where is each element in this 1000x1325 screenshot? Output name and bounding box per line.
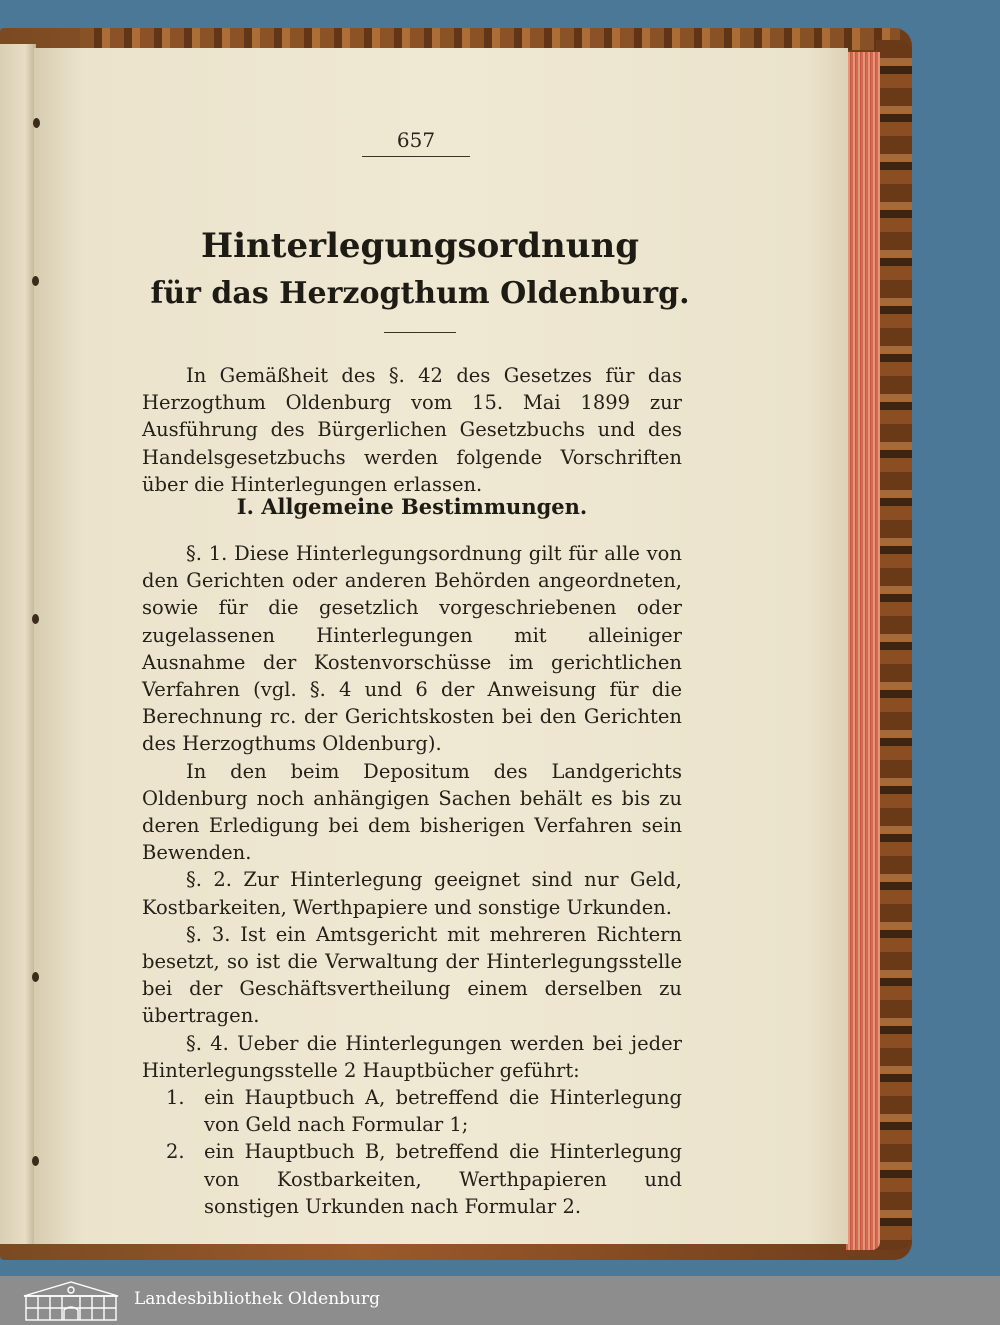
cover-marbled-edge-right <box>876 40 912 1250</box>
paragraph: §. 1. Diese Hinterlegungsordnung gilt für alle von den Gerichten oder anderen Behörden angeordneten, sowie für die gesetzlich vorgeschriebenen oder zugelassenen Hinterlegungen mit alleiniger Ausnahme der Kostenvorschüsse im gerichtlichen Verfahren (vgl. §. 4 und 6 der Anweisung für die Berechnung rc. der Gerichtskosten bei den Gerichten des Herzogthums Oldenburg). <box>142 542 682 756</box>
body-text <box>142 540 682 1220</box>
page-number-rule <box>362 156 470 157</box>
paragraph: §. 4. Ueber die Hinterlegungen werden bei jeder Hinterlegungsstelle 2 Hauptbücher geführt: <box>142 1031 682 1082</box>
footer-library-name: Landesbibliothek Oldenburg <box>134 1289 381 1309</box>
title-rule <box>384 332 456 333</box>
intro-paragraph <box>142 362 682 498</box>
left-page-sliver <box>0 44 36 1244</box>
section-heading: I. Allgemeine Bestimmungen. <box>236 494 588 519</box>
binding-hole <box>33 118 40 128</box>
list-item <box>142 1084 682 1138</box>
list-item-text: ein Hauptbuch A, betreffend die Hinterlegung von Geld nach Formular 1; <box>204 1086 682 1137</box>
binding-hole <box>32 972 39 982</box>
paragraph: In den beim Depositum des Landgerichts Oldenburg noch anhängigen Sachen behält es bis zu deren Erledigung bei dem bisherigen Verfahren sein Bewenden. <box>142 759 682 865</box>
binding-hole <box>32 1156 39 1166</box>
cover-marbled-edge-top <box>80 28 900 50</box>
footer-bar <box>0 1276 1000 1325</box>
list-item-text: ein Hauptbuch B, betreffend die Hinterlegung von Kostbarkeiten, Werthpapieren und sonstigen Urkunden nach Formular 2. <box>204 1140 682 1218</box>
page-edges-red <box>846 52 880 1250</box>
document-title-line2: für das Herzogthum Oldenburg. <box>150 276 690 311</box>
list-item-number: 1. <box>166 1086 185 1110</box>
library-building-icon[interactable] <box>20 1278 122 1322</box>
list-item-number: 2. <box>166 1140 185 1164</box>
document-title-line1: Hinterlegungsordnung <box>201 226 639 266</box>
binding-hole <box>32 276 39 286</box>
intro-text: In Gemäßheit des §. 42 des Gesetzes für das Herzogthum Oldenburg vom 15. Mai 1899 zur Ausführung des Bürgerlichen Gesetzbuchs und des Handelsgesetzbuchs werden folgende Vorschriften über die Hinterlegungen erlassen. <box>142 364 682 496</box>
list-item <box>142 1138 682 1220</box>
paragraph: §. 2. Zur Hinterlegung geeignet sind nur Geld, Kostbarkeiten, Werthpapiere und sonstige Urkunden. <box>142 868 682 919</box>
paragraph: §. 3. Ist ein Amtsgericht mit mehreren Richtern besetzt, so ist die Verwaltung der Hinterlegungsstelle bei der Geschäftsvertheilung einem derselben zu übertragen. <box>142 922 682 1028</box>
binding-hole <box>32 614 39 624</box>
page-number: 657 <box>396 128 436 152</box>
